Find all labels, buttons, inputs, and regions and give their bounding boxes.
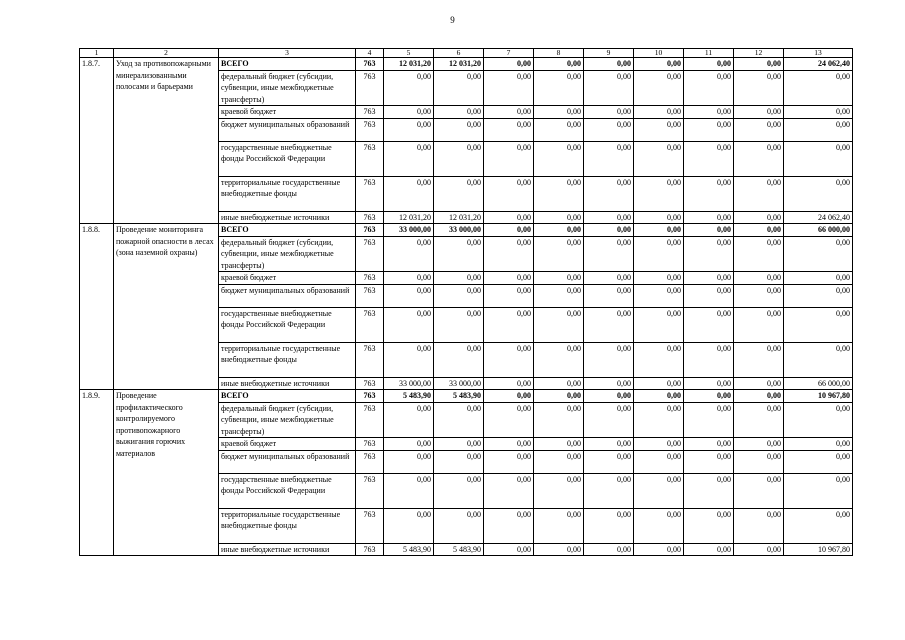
amount-cell: 33 000,00 xyxy=(384,377,434,390)
amount-cell: 0,00 xyxy=(634,211,684,224)
amount-cell: 0,00 xyxy=(784,118,853,141)
amount-cell: 0,00 xyxy=(584,106,634,119)
column-number: 6 xyxy=(434,49,484,58)
amount-cell: 0,00 xyxy=(384,70,434,106)
amount-cell: 0,00 xyxy=(434,438,484,451)
funding-source: краевой бюджет xyxy=(219,106,356,119)
budget-code: 763 xyxy=(356,58,384,71)
funding-source: федеральный бюджет (субсидии, субвенции, иные межбюджетные трансферты) xyxy=(219,402,356,438)
amount-cell: 0,00 xyxy=(734,211,784,224)
amount-cell: 66 000,00 xyxy=(784,224,853,237)
amount-cell: 0,00 xyxy=(684,473,734,508)
amount-cell: 0,00 xyxy=(784,402,853,438)
amount-cell: 0,00 xyxy=(434,236,484,272)
amount-cell: 0,00 xyxy=(684,211,734,224)
funding-source: территориальные государственные внебюджетные фонды xyxy=(219,342,356,377)
budget-code: 763 xyxy=(356,70,384,106)
amount-cell: 0,00 xyxy=(784,70,853,106)
amount-cell: 0,00 xyxy=(634,473,684,508)
funding-source: федеральный бюджет (субсидии, субвенции, иные межбюджетные трансферты) xyxy=(219,70,356,106)
amount-cell: 12 031,20 xyxy=(384,211,434,224)
amount-cell: 0,00 xyxy=(784,508,853,543)
amount-cell: 0,00 xyxy=(434,176,484,211)
amount-cell: 0,00 xyxy=(534,390,584,403)
amount-cell: 0,00 xyxy=(734,70,784,106)
amount-cell: 0,00 xyxy=(584,450,634,473)
amount-cell: 0,00 xyxy=(384,438,434,451)
column-number: 12 xyxy=(734,49,784,58)
column-number: 7 xyxy=(484,49,534,58)
amount-cell: 0,00 xyxy=(634,236,684,272)
amount-cell: 12 031,20 xyxy=(434,211,484,224)
amount-cell: 0,00 xyxy=(634,272,684,285)
amount-cell: 33 000,00 xyxy=(434,377,484,390)
amount-cell: 0,00 xyxy=(784,284,853,307)
amount-cell: 0,00 xyxy=(534,58,584,71)
amount-cell: 0,00 xyxy=(384,106,434,119)
amount-cell: 24 062,40 xyxy=(784,211,853,224)
funding-source: государственные внебюджетные фонды Российской Федерации xyxy=(219,307,356,342)
budget-code: 763 xyxy=(356,473,384,508)
amount-cell: 0,00 xyxy=(734,58,784,71)
amount-cell: 0,00 xyxy=(434,508,484,543)
amount-cell: 0,00 xyxy=(484,141,534,176)
amount-cell: 0,00 xyxy=(484,402,534,438)
amount-cell: 0,00 xyxy=(784,438,853,451)
amount-cell: 0,00 xyxy=(634,402,684,438)
amount-cell: 0,00 xyxy=(584,508,634,543)
amount-cell: 0,00 xyxy=(784,176,853,211)
amount-cell: 0,00 xyxy=(434,141,484,176)
amount-cell: 0,00 xyxy=(684,508,734,543)
item-number: 1.8.9. xyxy=(80,390,114,556)
amount-cell: 0,00 xyxy=(484,176,534,211)
amount-cell: 0,00 xyxy=(684,272,734,285)
amount-cell: 0,00 xyxy=(384,236,434,272)
amount-cell: 0,00 xyxy=(684,236,734,272)
funding-source: иные внебюджетные источники xyxy=(219,211,356,224)
funding-source: ВСЕГО xyxy=(219,390,356,403)
budget-code: 763 xyxy=(356,543,384,556)
funding-source: иные внебюджетные источники xyxy=(219,543,356,556)
amount-cell: 0,00 xyxy=(684,224,734,237)
amount-cell: 0,00 xyxy=(484,342,534,377)
budget-code: 763 xyxy=(356,307,384,342)
amount-cell: 0,00 xyxy=(484,272,534,285)
budget-code: 763 xyxy=(356,272,384,285)
amount-cell: 5 483,90 xyxy=(434,390,484,403)
budget-code: 763 xyxy=(356,141,384,176)
amount-cell: 0,00 xyxy=(534,224,584,237)
amount-cell: 0,00 xyxy=(484,284,534,307)
amount-cell: 0,00 xyxy=(584,284,634,307)
amount-cell: 0,00 xyxy=(534,211,584,224)
column-number: 5 xyxy=(384,49,434,58)
amount-cell: 24 062,40 xyxy=(784,58,853,71)
amount-cell: 0,00 xyxy=(784,141,853,176)
amount-cell: 0,00 xyxy=(684,543,734,556)
amount-cell: 66 000,00 xyxy=(784,377,853,390)
amount-cell: 0,00 xyxy=(434,272,484,285)
amount-cell: 0,00 xyxy=(434,450,484,473)
amount-cell: 0,00 xyxy=(484,236,534,272)
amount-cell: 0,00 xyxy=(534,307,584,342)
amount-cell: 0,00 xyxy=(584,390,634,403)
amount-cell: 0,00 xyxy=(684,141,734,176)
amount-cell: 0,00 xyxy=(584,543,634,556)
amount-cell: 0,00 xyxy=(734,272,784,285)
amount-cell: 0,00 xyxy=(784,106,853,119)
amount-cell: 0,00 xyxy=(434,473,484,508)
amount-cell: 0,00 xyxy=(634,58,684,71)
amount-cell: 0,00 xyxy=(684,342,734,377)
amount-cell: 0,00 xyxy=(384,118,434,141)
item-name: Уход за противопожарными минерализованными полосами и барьерами xyxy=(114,58,219,224)
amount-cell: 0,00 xyxy=(634,342,684,377)
amount-cell: 0,00 xyxy=(484,438,534,451)
amount-cell: 0,00 xyxy=(534,438,584,451)
amount-cell: 0,00 xyxy=(384,284,434,307)
amount-cell: 0,00 xyxy=(534,236,584,272)
funding-source: бюджет муниципальных образований xyxy=(219,284,356,307)
amount-cell: 0,00 xyxy=(434,106,484,119)
amount-cell: 0,00 xyxy=(684,58,734,71)
budget-code: 763 xyxy=(356,342,384,377)
amount-cell: 0,00 xyxy=(734,224,784,237)
amount-cell: 0,00 xyxy=(484,390,534,403)
amount-cell: 0,00 xyxy=(734,543,784,556)
amount-cell: 0,00 xyxy=(734,118,784,141)
amount-cell: 0,00 xyxy=(734,141,784,176)
amount-cell: 0,00 xyxy=(584,307,634,342)
amount-cell: 0,00 xyxy=(634,508,684,543)
amount-cell: 0,00 xyxy=(484,118,534,141)
amount-cell: 0,00 xyxy=(684,377,734,390)
amount-cell: 0,00 xyxy=(584,236,634,272)
amount-cell: 0,00 xyxy=(734,402,784,438)
budget-code: 763 xyxy=(356,224,384,237)
amount-cell: 0,00 xyxy=(434,342,484,377)
funding-source: краевой бюджет xyxy=(219,272,356,285)
amount-cell: 0,00 xyxy=(384,402,434,438)
budget-code: 763 xyxy=(356,377,384,390)
amount-cell: 0,00 xyxy=(634,70,684,106)
amount-cell: 0,00 xyxy=(484,211,534,224)
amount-cell: 0,00 xyxy=(484,450,534,473)
amount-cell: 0,00 xyxy=(634,106,684,119)
column-number: 3 xyxy=(219,49,356,58)
amount-cell: 0,00 xyxy=(484,224,534,237)
column-number: 11 xyxy=(684,49,734,58)
amount-cell: 0,00 xyxy=(734,236,784,272)
amount-cell: 0,00 xyxy=(684,390,734,403)
amount-cell: 0,00 xyxy=(584,377,634,390)
amount-cell: 0,00 xyxy=(584,224,634,237)
amount-cell: 0,00 xyxy=(634,118,684,141)
funding-source: иные внебюджетные источники xyxy=(219,377,356,390)
budget-code: 763 xyxy=(356,236,384,272)
amount-cell: 5 483,90 xyxy=(384,543,434,556)
amount-cell: 0,00 xyxy=(484,58,534,71)
budget-code: 763 xyxy=(356,450,384,473)
budget-code: 763 xyxy=(356,106,384,119)
funding-source: государственные внебюджетные фонды Российской Федерации xyxy=(219,473,356,508)
amount-cell: 0,00 xyxy=(734,390,784,403)
amount-cell: 0,00 xyxy=(534,118,584,141)
amount-cell: 0,00 xyxy=(684,450,734,473)
budget-code: 763 xyxy=(356,176,384,211)
budget-code: 763 xyxy=(356,402,384,438)
budget-code: 763 xyxy=(356,508,384,543)
amount-cell: 0,00 xyxy=(534,342,584,377)
budget-code: 763 xyxy=(356,211,384,224)
amount-cell: 0,00 xyxy=(384,342,434,377)
amount-cell: 0,00 xyxy=(784,473,853,508)
amount-cell: 0,00 xyxy=(634,141,684,176)
amount-cell: 0,00 xyxy=(634,438,684,451)
amount-cell: 0,00 xyxy=(384,508,434,543)
amount-cell: 0,00 xyxy=(534,543,584,556)
amount-cell: 0,00 xyxy=(734,284,784,307)
amount-cell: 0,00 xyxy=(484,508,534,543)
column-number: 9 xyxy=(584,49,634,58)
amount-cell: 0,00 xyxy=(734,176,784,211)
amount-cell: 0,00 xyxy=(634,176,684,211)
amount-cell: 0,00 xyxy=(734,307,784,342)
amount-cell: 0,00 xyxy=(734,473,784,508)
column-number: 13 xyxy=(784,49,853,58)
amount-cell: 0,00 xyxy=(584,473,634,508)
amount-cell: 0,00 xyxy=(384,176,434,211)
item-number: 1.8.8. xyxy=(80,224,114,390)
amount-cell: 0,00 xyxy=(734,342,784,377)
budget-code: 763 xyxy=(356,284,384,307)
item-name: Проведение профилактического контролируемого противопожарного выжигания горючих материалов xyxy=(114,390,219,556)
amount-cell: 0,00 xyxy=(734,438,784,451)
amount-cell: 33 000,00 xyxy=(384,224,434,237)
item-total-row xyxy=(80,390,853,403)
amount-cell: 0,00 xyxy=(534,473,584,508)
column-number: 10 xyxy=(634,49,684,58)
amount-cell: 0,00 xyxy=(484,70,534,106)
amount-cell: 0,00 xyxy=(484,106,534,119)
amount-cell: 0,00 xyxy=(534,508,584,543)
item-name: Проведение мониторинга пожарной опасности в лесах (зона наземной охраны) xyxy=(114,224,219,390)
amount-cell: 10 967,80 xyxy=(784,390,853,403)
amount-cell: 0,00 xyxy=(384,450,434,473)
amount-cell: 0,00 xyxy=(684,438,734,451)
funding-source: ВСЕГО xyxy=(219,58,356,71)
amount-cell: 5 483,90 xyxy=(434,543,484,556)
amount-cell: 0,00 xyxy=(584,438,634,451)
amount-cell: 0,00 xyxy=(434,70,484,106)
budget-table xyxy=(79,48,853,556)
amount-cell: 0,00 xyxy=(484,543,534,556)
item-total-row xyxy=(80,224,853,237)
amount-cell: 0,00 xyxy=(734,508,784,543)
amount-cell: 0,00 xyxy=(684,284,734,307)
amount-cell: 0,00 xyxy=(634,543,684,556)
amount-cell: 0,00 xyxy=(384,272,434,285)
amount-cell: 10 967,80 xyxy=(784,543,853,556)
amount-cell: 0,00 xyxy=(584,58,634,71)
amount-cell: 0,00 xyxy=(634,450,684,473)
amount-cell: 0,00 xyxy=(634,377,684,390)
amount-cell: 0,00 xyxy=(634,390,684,403)
amount-cell: 0,00 xyxy=(534,450,584,473)
amount-cell: 0,00 xyxy=(584,118,634,141)
funding-source: бюджет муниципальных образований xyxy=(219,118,356,141)
amount-cell: 0,00 xyxy=(534,106,584,119)
amount-cell: 0,00 xyxy=(484,473,534,508)
amount-cell: 0,00 xyxy=(584,70,634,106)
amount-cell: 0,00 xyxy=(384,141,434,176)
funding-source: краевой бюджет xyxy=(219,438,356,451)
amount-cell: 0,00 xyxy=(584,342,634,377)
column-number: 4 xyxy=(356,49,384,58)
amount-cell: 0,00 xyxy=(634,224,684,237)
amount-cell: 0,00 xyxy=(584,176,634,211)
amount-cell: 0,00 xyxy=(534,272,584,285)
amount-cell: 0,00 xyxy=(684,118,734,141)
amount-cell: 0,00 xyxy=(534,402,584,438)
amount-cell: 0,00 xyxy=(584,272,634,285)
amount-cell: 0,00 xyxy=(384,307,434,342)
budget-code: 763 xyxy=(356,390,384,403)
amount-cell: 0,00 xyxy=(734,377,784,390)
funding-source: территориальные государственные внебюджетные фонды xyxy=(219,508,356,543)
amount-cell: 0,00 xyxy=(734,106,784,119)
amount-cell: 0,00 xyxy=(534,70,584,106)
page-number: 9 xyxy=(450,15,455,25)
amount-cell: 5 483,90 xyxy=(384,390,434,403)
amount-cell: 0,00 xyxy=(584,141,634,176)
amount-cell: 0,00 xyxy=(684,176,734,211)
amount-cell: 0,00 xyxy=(584,211,634,224)
amount-cell: 0,00 xyxy=(484,307,534,342)
amount-cell: 0,00 xyxy=(784,272,853,285)
budget-code: 763 xyxy=(356,118,384,141)
funding-source: государственные внебюджетные фонды Российской Федерации xyxy=(219,141,356,176)
amount-cell: 0,00 xyxy=(784,307,853,342)
amount-cell: 0,00 xyxy=(684,402,734,438)
amount-cell: 12 031,20 xyxy=(434,58,484,71)
amount-cell: 0,00 xyxy=(784,236,853,272)
column-number: 1 xyxy=(80,49,114,58)
amount-cell: 0,00 xyxy=(684,70,734,106)
amount-cell: 0,00 xyxy=(584,402,634,438)
amount-cell: 12 031,20 xyxy=(384,58,434,71)
amount-cell: 0,00 xyxy=(684,307,734,342)
amount-cell: 33 000,00 xyxy=(434,224,484,237)
item-number: 1.8.7. xyxy=(80,58,114,224)
funding-source: ВСЕГО xyxy=(219,224,356,237)
column-number: 2 xyxy=(114,49,219,58)
amount-cell: 0,00 xyxy=(434,402,484,438)
amount-cell: 0,00 xyxy=(484,377,534,390)
amount-cell: 0,00 xyxy=(434,284,484,307)
amount-cell: 0,00 xyxy=(634,307,684,342)
amount-cell: 0,00 xyxy=(684,106,734,119)
amount-cell: 0,00 xyxy=(434,118,484,141)
column-number-row xyxy=(80,49,853,58)
funding-source: бюджет муниципальных образований xyxy=(219,450,356,473)
amount-cell: 0,00 xyxy=(534,377,584,390)
amount-cell: 0,00 xyxy=(534,141,584,176)
amount-cell: 0,00 xyxy=(734,450,784,473)
funding-source: федеральный бюджет (субсидии, субвенции, иные межбюджетные трансферты) xyxy=(219,236,356,272)
column-number: 8 xyxy=(534,49,584,58)
amount-cell: 0,00 xyxy=(784,342,853,377)
amount-cell: 0,00 xyxy=(534,176,584,211)
funding-source: территориальные государственные внебюджетные фонды xyxy=(219,176,356,211)
amount-cell: 0,00 xyxy=(534,284,584,307)
item-total-row xyxy=(80,58,853,71)
amount-cell: 0,00 xyxy=(634,284,684,307)
amount-cell: 0,00 xyxy=(384,473,434,508)
amount-cell: 0,00 xyxy=(784,450,853,473)
amount-cell: 0,00 xyxy=(434,307,484,342)
budget-code: 763 xyxy=(356,438,384,451)
